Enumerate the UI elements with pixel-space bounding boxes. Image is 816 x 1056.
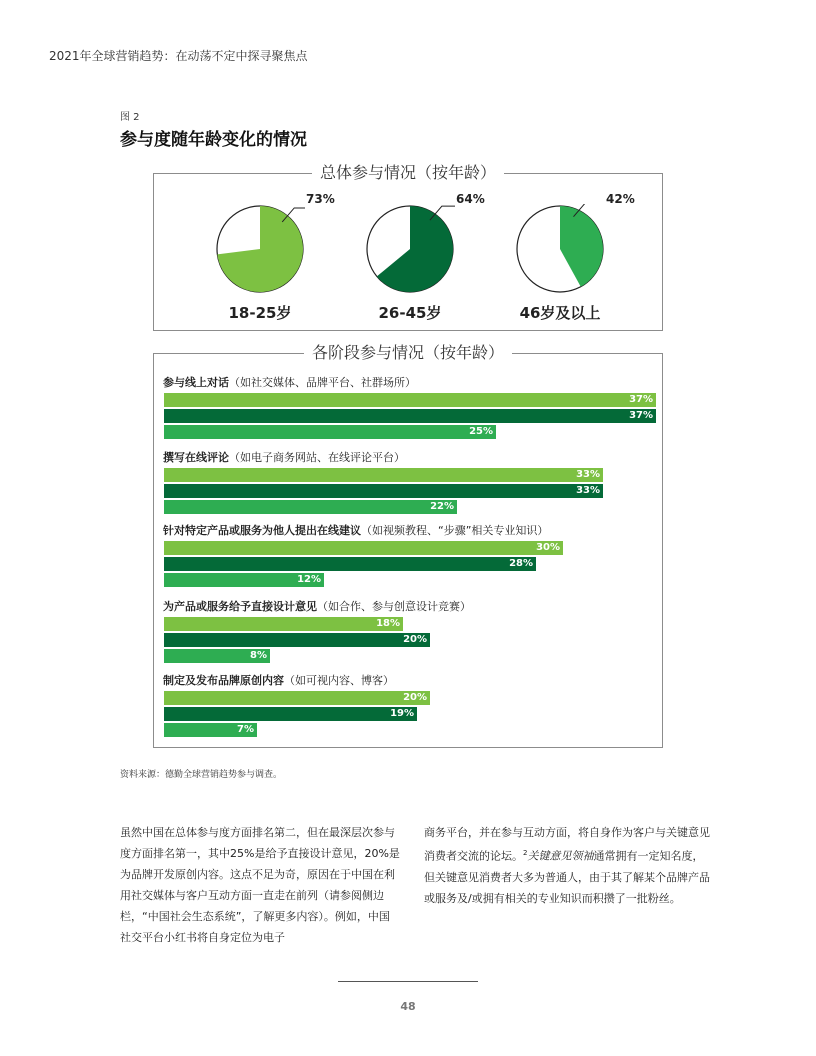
- bar: 12%: [164, 573, 324, 587]
- category-note: （如视频教程、“步骤”相关专业知识）: [361, 524, 549, 537]
- body-text-right-b: 通常拥有一定知名度，但关键意见消费者大多为普通人，由于其了解某个品牌产品或服务及/或拥有相关的专业知识而积攒了一批粉丝。: [424, 849, 710, 905]
- bar: 28%: [164, 557, 536, 571]
- category-note: （如电子商务网站、在线评论平台）: [229, 451, 405, 464]
- figure-number: 图 2: [120, 112, 140, 123]
- pie-category-label: 26-45岁: [378, 304, 442, 322]
- pie-value-label: 64%: [456, 192, 485, 206]
- pie-category-label: 46岁及以上: [519, 304, 601, 322]
- body-text-right-a: 商务平台，并在参与互动方面，将自身作为客户与关键意见消费者交流的论坛。: [424, 826, 710, 863]
- bar: 8%: [164, 649, 270, 663]
- category-note: （如社交媒体、品牌平台、社群场所）: [229, 376, 416, 389]
- pie-category-label: 18-25岁: [228, 304, 292, 322]
- category-note: （如合作、参与创意设计竞赛）: [317, 600, 471, 613]
- figure-title: 参与度随年龄变化的情况: [120, 130, 307, 150]
- pie-3: [515, 204, 605, 294]
- body-column-right: [424, 822, 714, 909]
- bar: 20%: [164, 691, 430, 705]
- category-name: 撰写在线评论: [163, 451, 229, 464]
- category-name: 制定及发布品牌原创内容: [163, 674, 284, 687]
- pie-1: [215, 204, 305, 294]
- running-header: 2021年全球营销趋势：在动荡不定中探寻聚焦点: [49, 49, 308, 63]
- bar: 19%: [164, 707, 417, 721]
- bar: 25%: [164, 425, 496, 439]
- body-column-left: [120, 822, 400, 948]
- bar-category-label: [163, 522, 548, 538]
- stage-panel-title: 各阶段参与情况（按年龄）: [304, 343, 512, 362]
- footer-rule: [338, 981, 478, 982]
- bar-category-label: [163, 449, 405, 465]
- pie-value-label: 73%: [306, 192, 335, 206]
- body-paragraph-left: 虽然中国在总体参与度方面排名第二，但在最深层次参与度方面排名第一，其中25%是给予直接设计意见，20%是为品牌开发原创内容。这点不足为奇，原因在于中国在利用社交媒体与客户互动方面一直走在前列（请参阅侧边栏，“中国社会生态系统”，了解更多内容）。例如，中国社交平台小红书将自身定位为电子: [120, 826, 400, 944]
- category-name: 参与线上对话: [163, 376, 229, 389]
- pie-2: [365, 204, 455, 294]
- bar: 33%: [164, 484, 603, 498]
- bar: 20%: [164, 633, 430, 647]
- overall-panel-title: 总体参与情况（按年龄）: [312, 163, 504, 182]
- bar: 7%: [164, 723, 257, 737]
- bar: 37%: [164, 409, 656, 423]
- page-number: 48: [400, 1000, 416, 1013]
- source-note: 资料来源：德勤全球营销趋势参与调查。: [120, 770, 283, 780]
- bar: 37%: [164, 393, 656, 407]
- category-name: 为产品或服务给予直接设计意见: [163, 600, 317, 613]
- bar: 33%: [164, 468, 603, 482]
- bar-category-label: [163, 672, 394, 688]
- category-note: （如可视内容、博客）: [284, 674, 394, 687]
- body-text-right-italic: 关键意见领袖: [527, 849, 594, 863]
- bar: 30%: [164, 541, 563, 555]
- bar: 18%: [164, 617, 403, 631]
- bar-category-label: [163, 374, 416, 390]
- pie-value-label: 42%: [606, 192, 635, 206]
- category-name: 针对特定产品或服务为他人提出在线建议: [163, 524, 361, 537]
- footnote-ref[interactable]: 2: [523, 849, 528, 857]
- bar-category-label: [163, 598, 471, 614]
- bar: 22%: [164, 500, 457, 514]
